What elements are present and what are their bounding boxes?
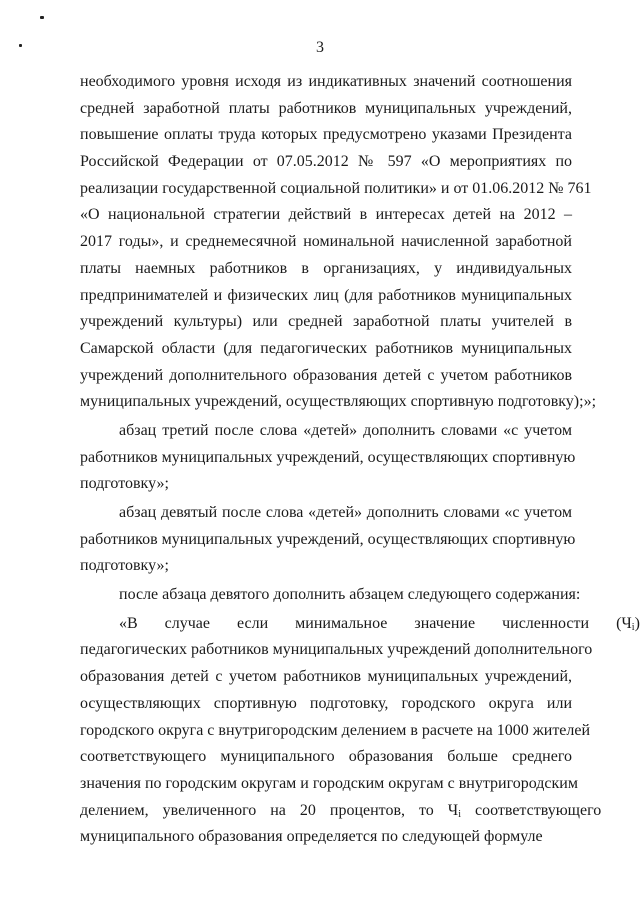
text-line: осуществляющих спортивную подготовку, городского округа или [80, 694, 572, 712]
text-line: абзац девятый после слова «детей» дополнить словами «с учетом [119, 504, 572, 521]
document-body [80, 69, 640, 851]
page-number: 3 [316, 39, 324, 56]
text-line: Самарской области (для педагогических работников муниципальных [80, 339, 572, 357]
text-line [80, 798, 602, 825]
text-line: городского округа с внутригородским делением в расчете на 1000 жителей [80, 721, 591, 739]
text-line: реализации государственной социальной политики» и от 01.06.2012 № 761 [80, 179, 592, 197]
text-line: работников муниципальных учреждений, осуществляющих спортивную [80, 448, 576, 466]
text-line: предпринимателей и физических лиц (для работников муниципальных [80, 286, 572, 304]
text-line: работников муниципальных учреждений, осуществляющих спортивную [80, 530, 576, 548]
subscript-i: i [458, 808, 461, 820]
text-line: подготовку»; [80, 557, 169, 575]
text-line: средней заработной платы работников муниципальных учреждений, [80, 99, 572, 117]
text-line: платы наемных работников в организациях, у индивидуальных [80, 259, 572, 277]
subscript-i: i [631, 621, 635, 633]
text-line: 2017 годы», и среднемесячной номинальной начисленной заработной [80, 233, 572, 251]
text-line: необходимого уровня исходя из индикативных значений соотношения [80, 73, 572, 90]
text-line: подготовку»; [80, 475, 169, 493]
text-segment: «В случае если минимальное значение численности (Ч [119, 614, 632, 632]
text-line: муниципальных учреждений, осуществляющих спортивную подготовку);»; [80, 393, 597, 411]
text-line: абзац третий после слова «детей» дополнить словами «с учетом [119, 421, 572, 439]
scan-speck [40, 16, 44, 19]
text-line: учреждений культуры) или средней заработной платы учителей в [80, 313, 572, 331]
text-line: учреждений дополнительного образования детей с учетом работников [80, 366, 572, 384]
text-line: педагогических работников муниципальных учреждений дополнительного [80, 641, 593, 659]
text-line: образования детей с учетом работников муниципальных учреждений, [80, 668, 572, 686]
text-line: муниципального образования определяется по следующей формуле [80, 828, 543, 846]
text-line: Российской Федерации от 07.05.2012 № 597 «О мероприятиях по [80, 153, 572, 171]
text-segment: делением, увеличенного на 20 процентов, то Ч [80, 801, 459, 819]
text-line: значения по городским округам и городским округам с внутригородским [80, 774, 578, 792]
text-line: «О национальной стратегии действий в интересах детей на 2012 – [80, 206, 572, 224]
text-segment: ) [634, 614, 640, 632]
text-line: повышение оплаты труда которых предусмотрено указами Президента [80, 126, 572, 144]
text-segment: соответствующего [460, 801, 602, 819]
text-line [80, 611, 640, 638]
text-line: после абзаца девятого дополнить абзацем следующего содержания: [119, 586, 581, 604]
text-line: соответствующего муниципального образования больше среднего [80, 748, 572, 766]
